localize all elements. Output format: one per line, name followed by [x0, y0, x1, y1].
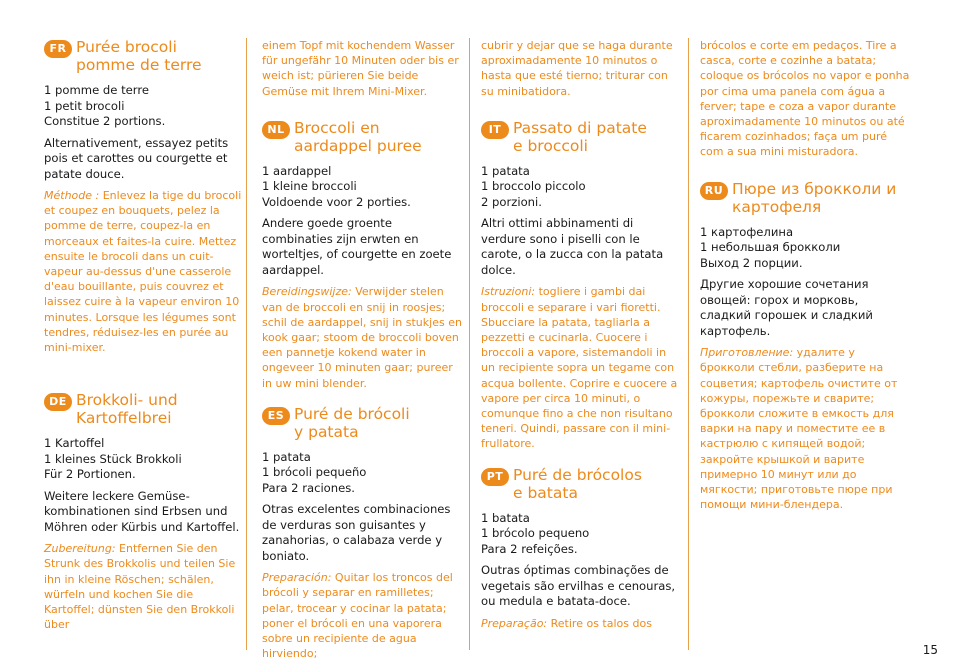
ingredient-item: 1 petit brocoli — [44, 98, 125, 113]
recipe-pt — [481, 466, 681, 631]
language-badge-ru: RU — [700, 182, 728, 200]
alternatives-text: Weitere leckere Gemüse-kombinationen sind Erbsen und Möhren oder Kürbis und Kartoffel. — [44, 488, 240, 534]
method-text: Méthode : Enlevez la tige du brocoli et coupez en bouquets, pelez la pomme de terre, coupez-la en morceaux et faites-la cuire. Mettez ensuite le brocoli dans un cuit-vapeur au-dessus d'une casserole d'eau bouillante, puis couvrez et laissez cuire à la vapeur environ 10 minutes. Lorsque les légumes sont tendres, réduisez-les en purée au mini-mixer. — [44, 189, 242, 355]
alternatives-text: Altri ottimi abbinamenti di verdure sono i piselli con le carote, o la zucca con la patata dolce. — [481, 216, 664, 277]
recipe-header — [262, 405, 464, 441]
recipe-header — [481, 119, 681, 155]
method-text-continued: brócolos e corte em pedaços. Tire a casca, corte e cozinhe a batata; coloque os brócolos no vapor e ponha por cima uma panela com água a ferver; tape e coza a vapor durante aproximadamente 10 minutos ou até ficarem cozinhados; faça um puré com a sua mini misturadora. — [700, 39, 910, 159]
recipe-header — [262, 119, 464, 155]
ingredient-list — [481, 511, 681, 558]
recipe-es — [262, 405, 464, 662]
servings: Выход 2 порции. — [700, 255, 803, 270]
method-text: Preparação: Retire os talos dos — [481, 616, 652, 630]
servings: Für 2 Portionen. — [44, 467, 136, 482]
alternatives-text: Alternativement, essayez petits pois et carottes ou courgette et patate douce. — [44, 135, 229, 181]
ingredient-item: 1 небольшая брокколи — [700, 240, 841, 255]
recipe-ru — [700, 180, 910, 513]
column-2 — [262, 38, 464, 672]
recipe-title: Broccoli en aardappel puree — [294, 118, 422, 155]
method-text: Zubereitung: Entfernen Sie den Strunk des Brokkolis und teilen Sie ihn in kleine Röschen; schälen, würfeln und kochen Sie die Kartoffel; dünsten Sie den Brokkoli über — [44, 542, 236, 632]
recipe-title: Passato di patate e broccoli — [513, 118, 647, 155]
language-badge-pt: PT — [481, 468, 509, 486]
recipe-header — [44, 38, 244, 74]
page-number: 15 — [922, 643, 938, 657]
ingredient-item: 1 Kartoffel — [44, 436, 105, 451]
ingredient-item: 1 patata — [481, 163, 530, 178]
language-badge-it: IT — [481, 121, 509, 139]
recipe-fr — [44, 38, 244, 355]
servings: Constitue 2 portions. — [44, 114, 166, 128]
language-badge-fr: FR — [44, 40, 72, 58]
ingredient-list — [700, 225, 910, 272]
ingredient-item: 1 brócoli pequeño — [262, 465, 367, 480]
recipe-header — [44, 391, 244, 427]
method-text: Приготовление: удалите у брокколи стебли, разберите на соцветия; картофель очистите от кожуры, порежьте и сварите; брокколи сложите в емкость для варки на пару и поместите ее в кастрюлю с кипящей водой; закройте крышкой и варите примерно 10 минут или до мягкости; приготовьте пюре при помощи мини-блендера. — [700, 346, 898, 512]
method-text: Bereidingswijze: Verwijder stelen van de broccoli en snij in roosjes; schil de aardappel, snij in stukjes en kook gaar; stoom de broccoli boven een pannetje kokend water in ongeveer 10 minuten gaar; pureer in uw mini blender. — [262, 285, 462, 390]
language-badge-es: ES — [262, 407, 290, 425]
recipe-title: Puré de brócolos e batata — [513, 465, 642, 502]
ingredient-item: 1 aardappel — [262, 163, 332, 178]
method-text: Preparación: Quitar los troncos del brócoli y separar en ramilletes; pelar, trocear y cocinar la patata; poner el brócoli en una vaporera sobre un recipiente de agua hirviendo; — [262, 571, 453, 661]
ingredient-list — [44, 83, 244, 130]
servings: 2 porzioni. — [481, 194, 542, 209]
ingredient-item: 1 pomme de terre — [44, 83, 149, 97]
column-divider-3 — [688, 38, 689, 650]
ingredient-item: 1 brócolo pequeno — [481, 526, 590, 541]
column-4 — [700, 38, 910, 526]
language-badge-nl: NL — [262, 121, 290, 139]
method-text: Istruzioni: togliere i gambi dai broccoli e separare i vari fioretti. Sbucciare la patata, tagliarla a pezzetti e cucinarla. Cuocere i broccoli a vapore, sistemandoli in un recipiente sopra un tegame con acqua bollente. Coprire e cuocere a vapore per circa 10 minuti, o comunque fino a che non risultano teneri. Quindi, passare con il mini-frullatore. — [481, 285, 678, 451]
recipe-title: Пюре из брокколи и картофеля — [732, 179, 897, 216]
column-divider-2 — [469, 38, 470, 650]
ingredient-item: 1 patata — [262, 449, 311, 464]
recipe-title: Purée brocoli pomme de terre — [76, 38, 202, 74]
recipe-de — [44, 391, 244, 632]
ingredient-item: 1 batata — [481, 510, 530, 525]
recipe-it — [481, 119, 681, 452]
alternatives-text: Другие хорошие сочетания овощей: горох и морковь, сладкий горошек и сладкий картофель. — [700, 277, 873, 338]
ingredient-list — [262, 450, 464, 497]
language-badge-de: DE — [44, 393, 72, 411]
servings: Voldoende voor 2 porties. — [262, 194, 411, 209]
column-divider-1 — [246, 38, 247, 650]
column-1 — [44, 38, 244, 646]
servings: Para 2 raciones. — [262, 480, 355, 495]
alternatives-text: Otras excelentes combinaciones de verduras son guisantes y zanahorias, o calabaza verde y boniato. — [262, 502, 451, 563]
recipe-header — [700, 180, 910, 216]
ingredient-list — [481, 164, 681, 211]
recipe-title: Puré de brócoli y patata — [294, 404, 410, 441]
recipe-header — [481, 466, 681, 502]
ingredient-item: 1 broccolo piccolo — [481, 179, 586, 194]
ingredient-list — [44, 436, 244, 483]
recipe-title: Brokkoli- und Kartoffelbrei — [76, 391, 178, 428]
recipe-nl — [262, 119, 464, 391]
ingredient-item: 1 kleines Stück Brokkoli — [44, 451, 182, 466]
servings: Para 2 refeições. — [481, 541, 578, 556]
ingredient-list — [262, 164, 464, 211]
ingredient-item: 1 kleine broccoli — [262, 179, 357, 194]
method-text-continued: cubrir y dejar que se haga durante aproximadamente 10 minutos o hasta que esté tierno; triturar con su minibatidora. — [481, 39, 673, 98]
ingredient-item: 1 картофелина — [700, 224, 794, 239]
alternatives-text: Andere goede groente combinaties zijn erwten en worteltjes, of courgette en zoete aardappel. — [262, 216, 452, 277]
column-3 — [481, 38, 681, 645]
alternatives-text: Outras óptimas combinações de vegetais são ervilhas e cenouras, ou medula e batata-doce. — [481, 563, 676, 609]
method-text-continued: einem Topf mit kochendem Wasser für ungefähr 10 Minuten oder bis er weich ist; pürieren Sie beide Gemüse mit Ihrem Mini-Mixer. — [262, 39, 459, 98]
